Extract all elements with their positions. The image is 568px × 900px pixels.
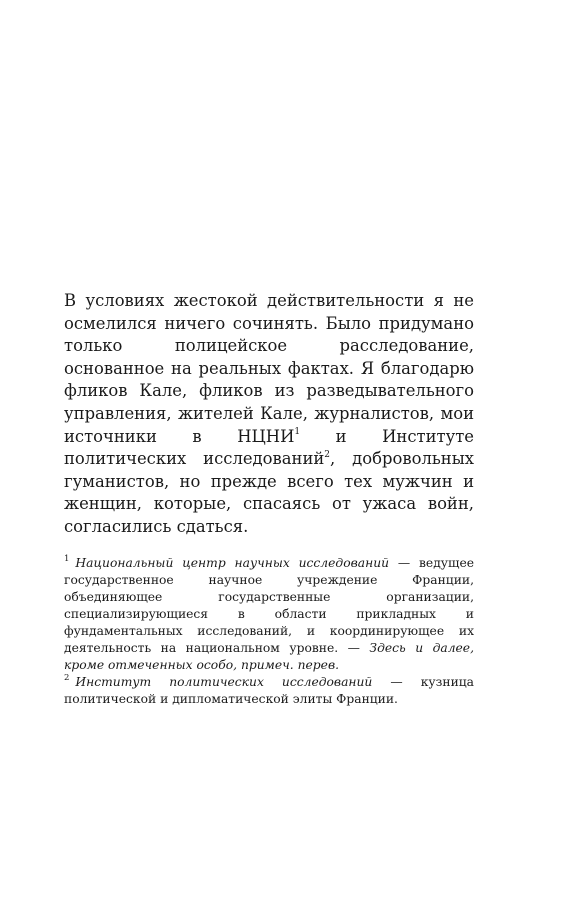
footnote-1-term: Национальный центр научных исследований [75, 555, 390, 570]
main-paragraph [64, 290, 474, 539]
footnote-1-note: Здесь и далее, кроме отмеченных особо, примеч. перев. [64, 640, 474, 672]
footnote-1-text: — ведущее государственное научное учреждение Франции, объединяющее государственные организации, специализирующиеся в области прикладных и фундаментальных исследований, и координирующее их деятельность на национальном уровне. — [64, 555, 474, 655]
paragraph-text-1: В условиях жестокой действительности я не осмелился ничего сочинять. Было придумано только полицейское расследование, основанное на реальных фактах. Я благодарю фликов Кале, фликов из разведывательного управления, жителей Кале, журналистов, мои источники в НЦНИ [64, 291, 474, 446]
text-block [64, 290, 474, 708]
footnote-ref-1[interactable]: 1 [294, 427, 301, 438]
footnotes [64, 555, 474, 708]
footnote-2-text: — кузница политической и дипломатической элиты Франции. [64, 674, 475, 706]
footnote-mark-1: 1 [64, 554, 70, 565]
paragraph-text-3: , добровольных гуманистов, но прежде всего тех мужчин и женщин, которые, спасаясь от ужаса войн, согласились сдаться. [64, 449, 474, 536]
footnote-mark-2: 2 [64, 673, 70, 684]
footnote-ref-2[interactable]: 2 [324, 449, 331, 460]
footnote-2 [64, 674, 474, 708]
paragraph-text-2: и Институте политических исследований [64, 426, 475, 469]
footnote-2-term: Институт политических исследований [75, 674, 373, 689]
footnote-1 [64, 555, 474, 674]
